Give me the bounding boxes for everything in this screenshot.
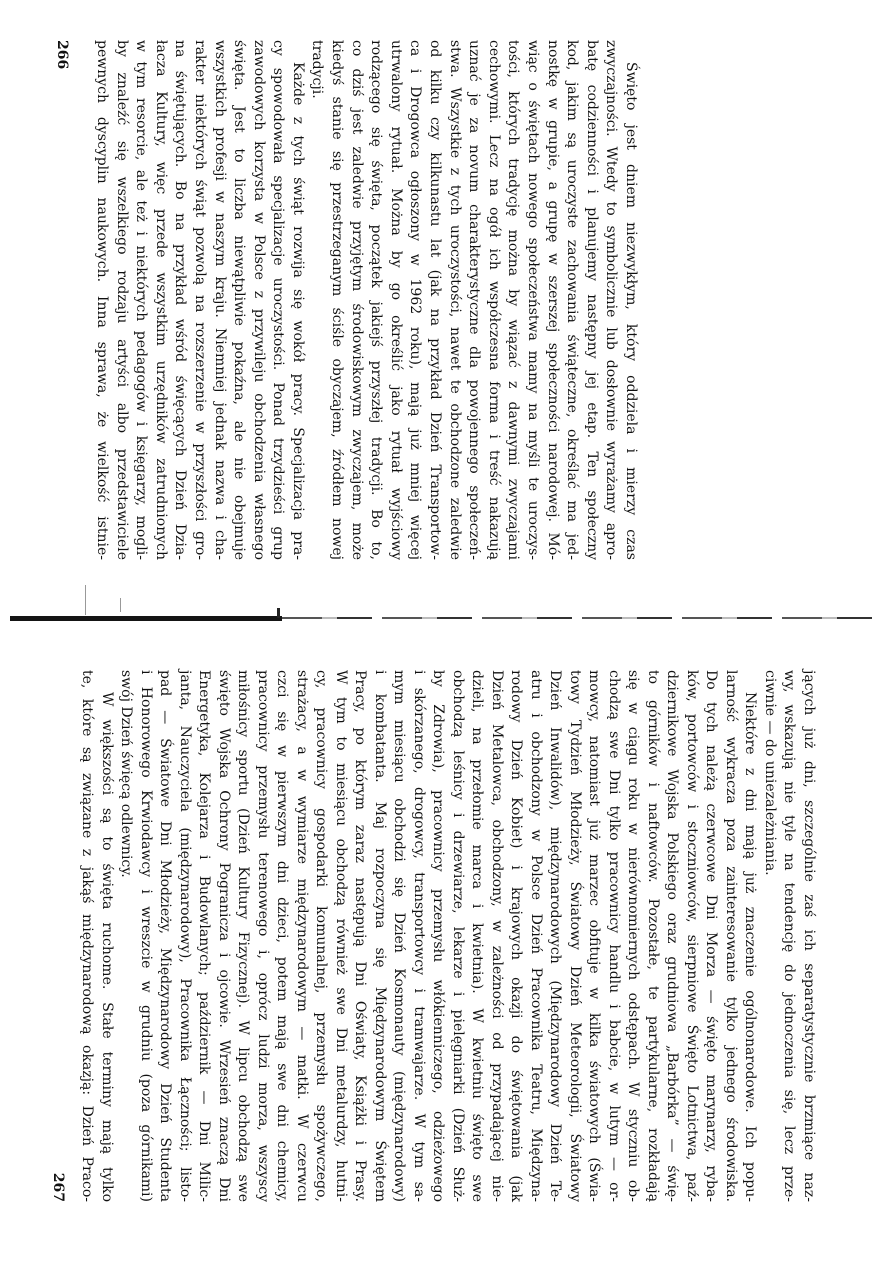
- text-line: cy spowodowała specjalizacje uroczystości. Ponad trzydzieści grup: [270, 40, 287, 560]
- page-text: [77, 670, 818, 1202]
- text-line: tości, których tradycję można by wiązać z dawnymi zwyczajami: [505, 40, 522, 560]
- text-line: wy, wskazują nie tyle na tendencję do jednoczenia się, lecz prze-: [781, 670, 798, 1202]
- text-line: janta, Nauczyciela (międzynarodowy), Pracownika Łączności; listo-: [177, 670, 193, 1202]
- text-line: co dziś jest zaledwie przyjętym środowiskowym zwyczajem, może: [348, 40, 365, 560]
- text-line: atru i obchodzony w Polsce Dzień Pracownika Teatru, Międzyna-: [528, 670, 544, 1202]
- text-line: rodzącego się święta, początek jakiejś przyszłej tradycji. Bo to,: [368, 40, 385, 560]
- text-line: W tym to miesiącu obchodzą również swe Dni metalurdzy, hutni-: [333, 670, 349, 1202]
- text-line: strażacy, a w wymiarze międzynarodowym — matki. W czerwcu: [294, 670, 310, 1202]
- text-line: to górników i naftowców. Pozostałe, te partykularne, rozkładają: [645, 670, 661, 1202]
- text-line: by Zdrowia), pracownicy przemysłu włókienniczego, odzieżowego: [430, 670, 447, 1202]
- text-line: wiąc o świętach nowego społeczeństwa mamy na myśli te uroczys-: [525, 40, 542, 560]
- text-line: uznać je za novum charakterystyczne dla powojennego społeczeń-: [466, 40, 483, 560]
- text-line: Niektóre z dni mają już znaczenie ogólnonarodowe. Ich popu-: [742, 692, 759, 1202]
- page-number: 266: [54, 40, 70, 70]
- text-line: Każde z tych świąt rozwija się wokół pracy. Specjalizacja pra-: [289, 62, 306, 560]
- text-line: wszystkich profesji w naszym kraju. Niemniej jednak nazwa i cha-: [211, 40, 228, 560]
- text-line: zwyczajności. Wtedy to symbolicznie lub dosłownie wyrażamy apro-: [603, 40, 620, 560]
- text-line: tradycji.: [309, 40, 326, 99]
- text-line: na świętujących. Bo na przykład wśród święcących Dzień Dzia-: [172, 40, 189, 560]
- text-line: obchodzą leśnicy i drzewiarze, lekarze i pielęgniarki (Dzień Służ-: [450, 670, 466, 1202]
- scan-smudge: [120, 598, 121, 612]
- text-line: pad — Światowe Dni Młodzieży, Międzynarodowy Dzień Studenta: [157, 670, 174, 1202]
- text-line: czci się w pierwszym dni dzieci, potem mają swe dni chemicy,: [274, 670, 291, 1202]
- text-line: larność wykracza poza zainteresowanie tylko jednego środowiska.: [723, 670, 739, 1202]
- text-line: miłośnicy sportu (Dzień Kultury Fizycznej). W lipcu obchodzą swe: [235, 670, 252, 1202]
- text-line: batę codzienności i planujemy następny jej etap. Ten społeczny: [583, 40, 600, 560]
- gutter-mark: [277, 608, 280, 618]
- text-line: by znaleźć się wszelkiego rodzaju artyści albo przedstawiciele: [113, 40, 130, 560]
- book-gutter-line: [282, 617, 882, 619]
- text-line: ca i Drogowca ogłoszony w 1962 roku), mają już mniej więcej: [407, 40, 424, 560]
- text-line: się w ciągu roku w nierównomiernych odstępach. W styczniu ob-: [625, 670, 642, 1202]
- page-267: [50, 670, 818, 1202]
- text-line: jących już dni, szczególnie zaś ich separatystycznie brzmiące naz-: [801, 670, 817, 1202]
- text-line: Do tych należą czerwcowe Dni Morza — święto marynarzy, ryba-: [703, 670, 720, 1202]
- page-text: [91, 40, 640, 560]
- text-line: cechowymi. Lecz na ogół ich współczesna forma i treść nakazują: [485, 40, 502, 560]
- text-line: Dzień Inwalidów), międzynarodowych (Międzynarodowy Dzień Te-: [547, 670, 564, 1202]
- text-line: stwa. Wszystkie z tych uroczystości, nawet te obchodzone zaledwie: [446, 40, 463, 560]
- text-line: ciwnie — do uniezależniania.: [762, 670, 778, 876]
- text-line: w tym resorcie, ale też i niektórych pedagogów i księgarzy, mogli-: [133, 40, 150, 560]
- text-line: Energetyka, Kolejarza i Budowlanych; październik — Dni Milic-: [196, 670, 213, 1202]
- text-line: rakter niektórych świąt pozwolą na rozszerzenie w przyszłości gro-: [191, 40, 208, 560]
- text-line: pewnych dyscyplin naukowych. Inna sprawa, że wielkość istnie-: [93, 40, 110, 560]
- text-line: kiedyś stanie się przestrzeganym ściśle obyczajem, źródłem nowej: [329, 40, 346, 560]
- text-line: cy, pracownicy gospodarki komunalnej, przemysłu spożywczego,: [313, 670, 330, 1202]
- text-line: Pracy, po którym zaraz następują Dni Oświaty, Książki i Prasy.: [352, 670, 369, 1202]
- page-number: 267: [50, 1172, 66, 1202]
- scan-smudge: [85, 585, 86, 615]
- text-line: pracownicy przemysłu terenowego i, oprócz ludzi morza, wszyscy: [255, 670, 271, 1202]
- text-line: W większości są to święta ruchome. Stałe terminy mają tylko: [99, 692, 115, 1202]
- text-line: ków, portowców i stoczniowców, sierpniowe Święto Lotnictwa, paź-: [684, 670, 700, 1202]
- text-line: swój Dzień święcą odlewnicy.: [118, 670, 135, 878]
- text-line: święto Wojska Ochrony Pogranicza i ojcowie. Wrzesień znaczą Dni: [216, 670, 232, 1202]
- text-line: i skórzanego, drogowcy, transportowcy i tramwajarze. W tym sa-: [411, 670, 427, 1202]
- text-line: łacza Kultury, więc przede wszystkim urzędników zatrudnionych: [152, 40, 169, 560]
- page-266: [54, 40, 640, 560]
- text-line: chodzą swe Dni tylko pracownicy handlu i babcie, w lutym — or-: [606, 670, 622, 1202]
- text-line: zawodowych korzysta w Polsce z przywileju obchodzenia własnego: [250, 40, 267, 560]
- text-line: nostkę w grupie, a grupę w szerszej społeczności narodowej. Mó-: [544, 40, 561, 560]
- text-line: utrwalony rytuał. Można by go określić jako rytuał wyjściowy: [387, 40, 404, 560]
- text-line: Święto jest dniem niezwykłym, który oddziela i mierzy czas: [623, 62, 639, 560]
- text-line: rodowy Dzień Kobiet) i krajowych okazji do świętowania (jak: [508, 670, 525, 1202]
- text-line: i Honorowego Krwiodawcy i wreszcie w grudniu (poza górnikami): [138, 670, 154, 1202]
- text-line: kod, jakim są uroczyste zachowania świąteczne, określać ma jed-: [564, 40, 581, 560]
- book-gutter-shadow: [10, 616, 282, 621]
- text-line: mowcy, natomiast już marzec obfituje w kilka światowych (Świa-: [586, 670, 603, 1202]
- text-line: dzieli, na przełomie marca i kwietnia). W kwietniu święto swe: [469, 670, 486, 1202]
- text-line: mym miesiącu obchodzi się Dzień Kosmonauty (międzynarodowy): [391, 670, 408, 1202]
- text-line: te, które są związane z jakąś międzynarodową okazją: Dzień Praco-: [79, 670, 96, 1202]
- text-line: Dzień Metalowca, obchodzony, w zależności od przypadającej nie-: [489, 670, 505, 1202]
- text-line: towy Tydzień Młodzieży, Światowy Dzień Meteorologii, Światowy: [567, 670, 583, 1202]
- text-line: dziernikowe Wojska Polskiego oraz grudniowa „Barbórka” — świę-: [664, 670, 681, 1202]
- text-line: od kilku czy kilkunastu lat (jak na przykład Dzień Transportow-: [427, 40, 444, 560]
- text-line: święta. Jest to liczba niewątpliwie pokaźna, ale nie obejmuje: [231, 40, 248, 560]
- text-line: i kombatanta. Maj rozpoczyna się Międzynarodowym Świętem: [372, 670, 388, 1202]
